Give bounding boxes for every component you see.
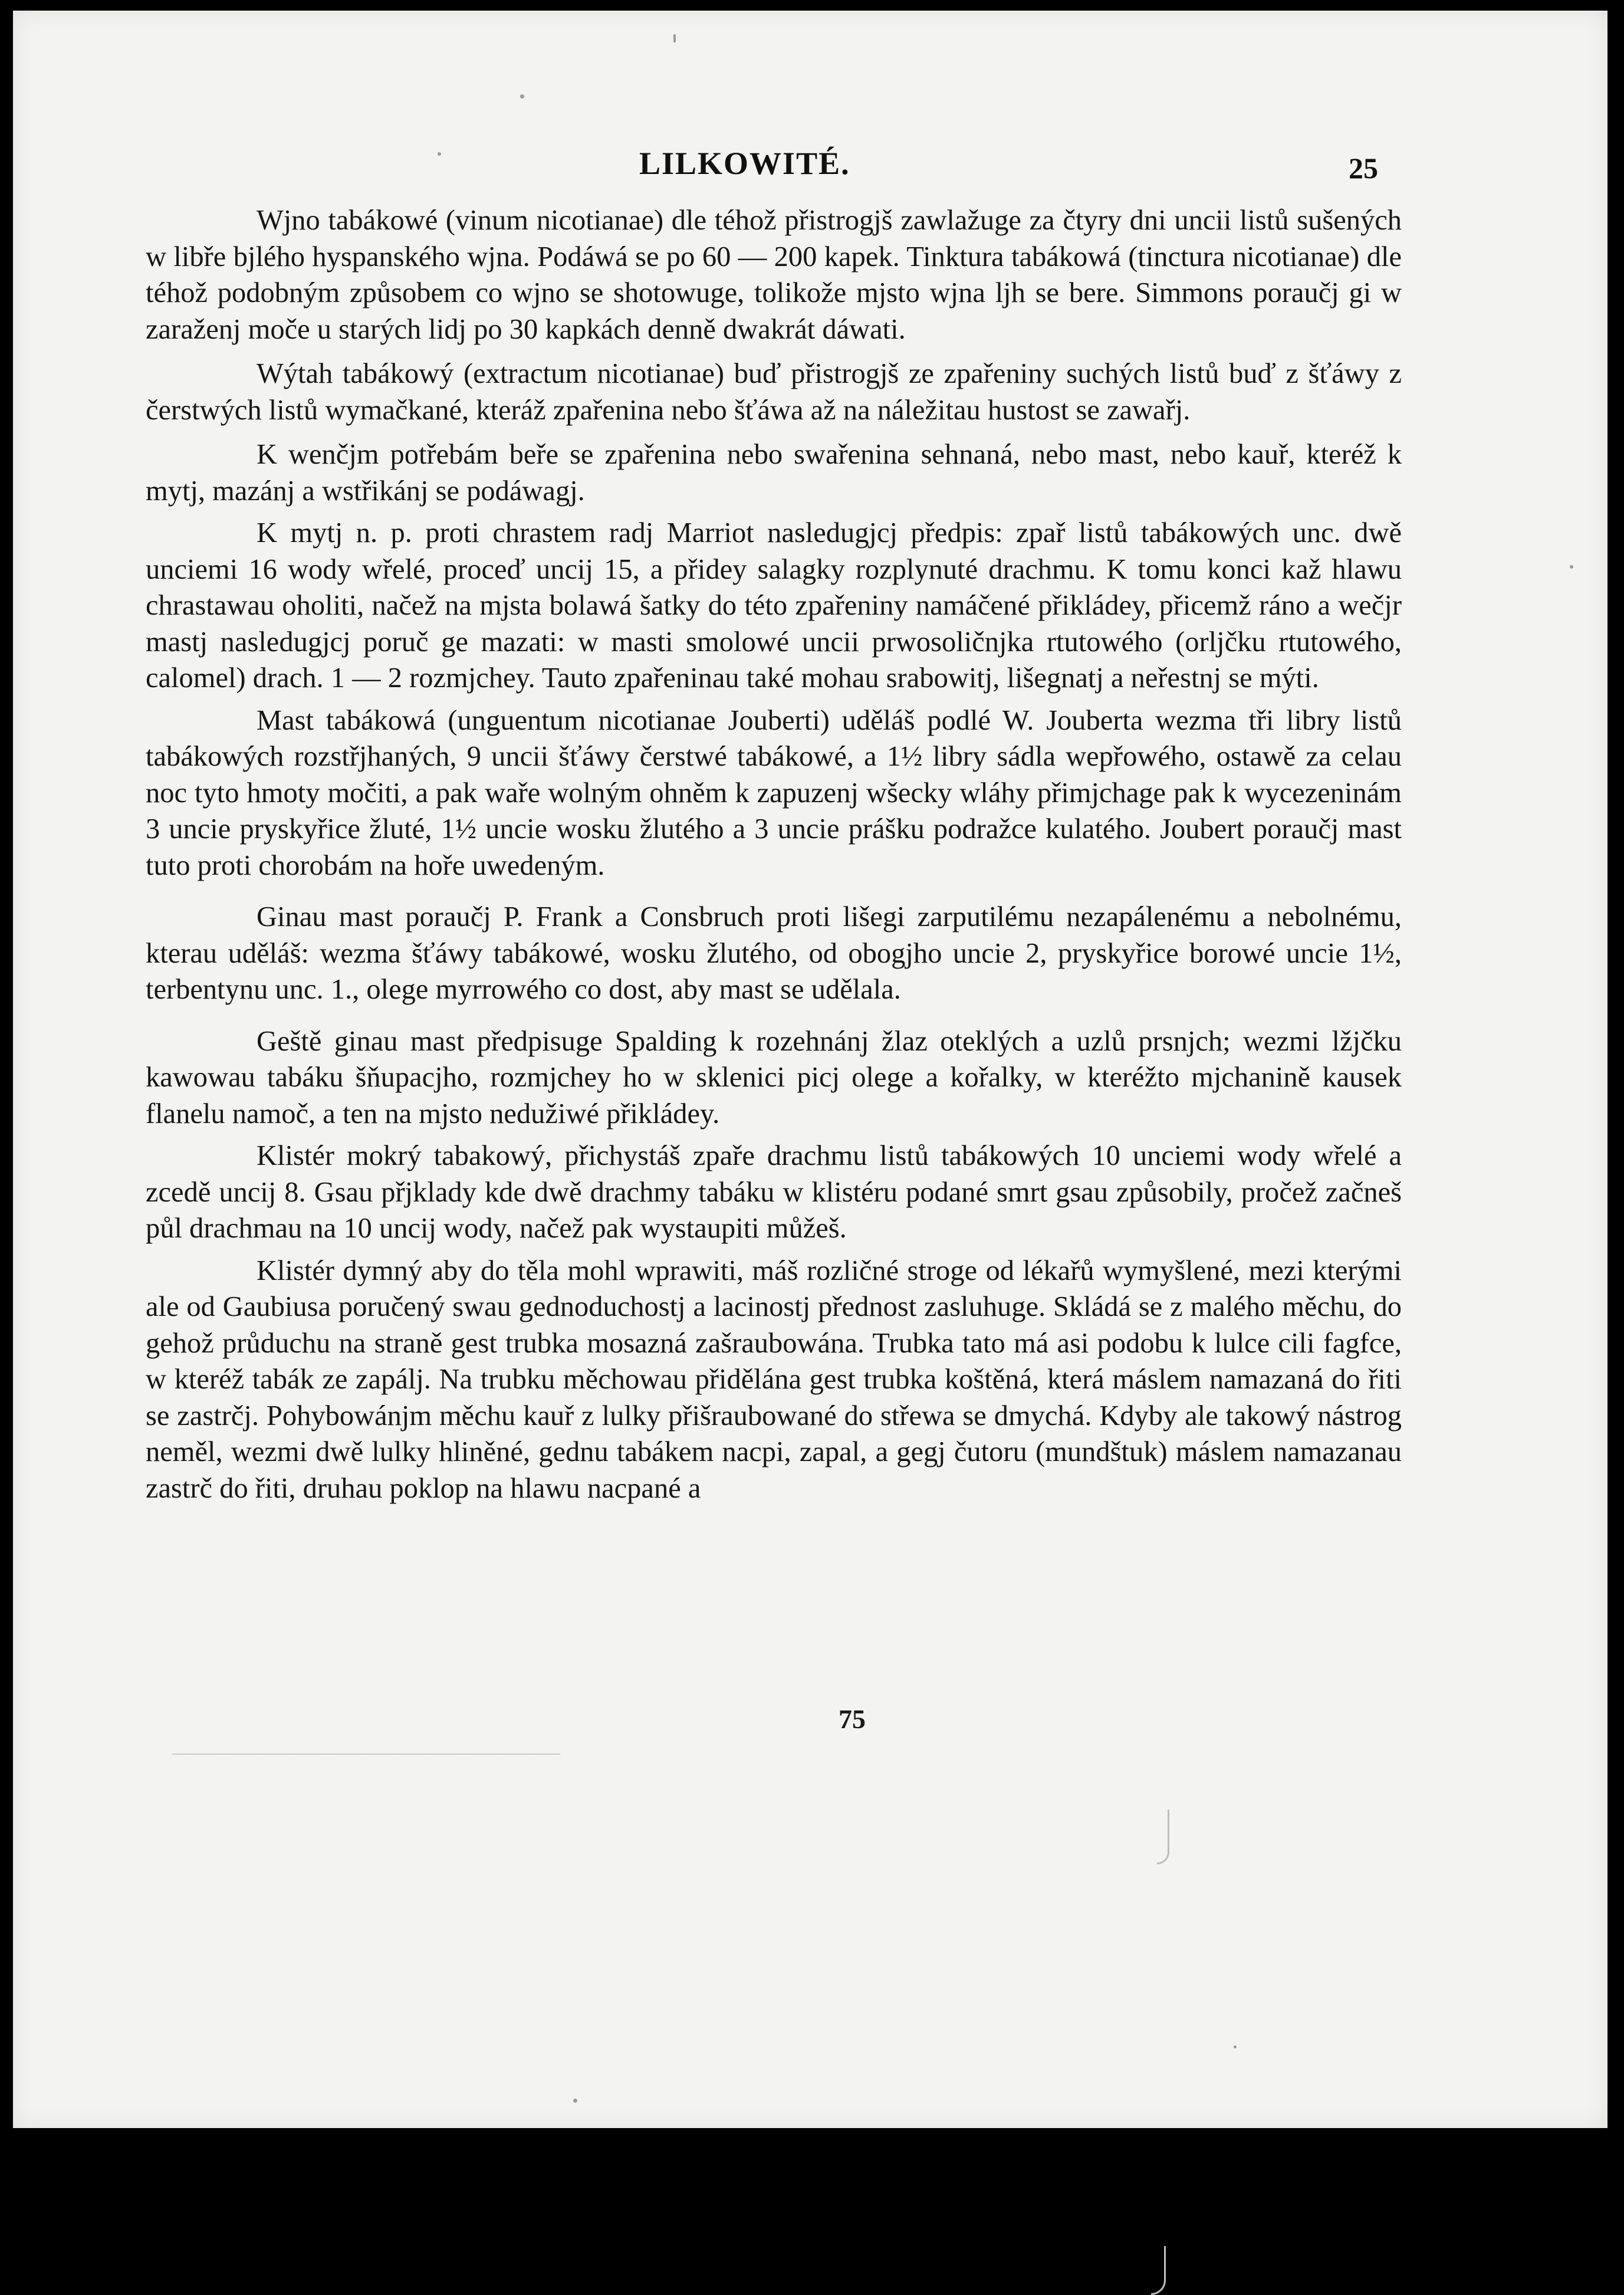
- paragraph-ointment-frank: Ginau mast poraučj P. Frank a Consbruch proti lišegi zarputilému nezapálenému a nebolnému, kterau uděláš: wezma šťáwy tabákowé, wosku žlutého, od obogjho uncie 2, pryskyřice borowé uncie 1½, terbentynu unc. 1., olege myrrowého co dost, aby mast se udělala.: [146, 901, 1402, 1005]
- paper-speck: [573, 2099, 577, 2103]
- paragraph-wine: Wjno tabákowé (vinum nicotianae) dle téhož přistrogjš zawlažuge za čtyry dni uncii listů sušených w libře bjlého hyspanského wjna. Podáwá se po 60 — 200 kapek. Tinktura tabákowá (tinctura nicotianae) dle téhož podobným způsobem co wjno se shotowuge, tolikože mjsto wjna ljh se bere. Simmons poraučj gi w zaraženj moče u starých lidj po 30 kapkách denně dwakrát dáwati.: [146, 205, 1402, 345]
- paper-speck: [673, 34, 676, 42]
- paragraph-uses: K wenčjm potřebám beře se zpařenina nebo swařenina sehnaná, nebo mast, nebo kauř, kteréž k mytj, mazánj a wstřikánj se podáwagj.: [146, 439, 1402, 507]
- signature-mark: 75: [839, 1704, 866, 1734]
- document-page: [13, 11, 1607, 2128]
- page-header: [13, 145, 1607, 192]
- paper-speck: [438, 152, 441, 156]
- bleed-through-text: ̶ ̶ ̶ ̶ ̶ ̶ ̶ ̶ ̶ ̶ ̶ ̶ ̶ ̶ ̶ ̶ ̶ ̶ ̶ ̶ ̶ ̶ ̶ ̶ ̶ ̶ ̶ ̶ ̶ ̶ ̶ ̶ ̶ ̶ ̶ ̶ ̶ ̶ ̶ ̶ ̶ ̶ ̶ ̶ ̶ ̶ ̶ ̶ ̶ ̶ ̶ ̶ ̶ ̶ ̶ ̶ ̶ ̶ ̶ ̶: [172, 1742, 556, 1766]
- paper-speck: [1234, 2046, 1237, 2048]
- paper-crease-mark: [1151, 2246, 1166, 2295]
- running-title: LILKOWITÉ.: [639, 146, 850, 181]
- page-number: 25: [1349, 152, 1378, 185]
- paragraph-washing: K mytj n. p. proti chrastem radj Marriot nasledugjcj předpis: zpař listů tabákowých unc. dwě unciemi 16 wody wřelé, proceď uncij 15, a přidey salagky rozplynuté drachmu. K tomu konci kaž hlawu chrastawau oholiti, načež na mjsta bolawá šatky do této zpařeniny namáčené přikládey, přicemž ráno a wečjr mastj nasledugjcj poruč ge mazati: w masti smolowé uncii prwosoličnjka rtutowého (orljčku rtutowého, calomel) drach. 1 — 2 rozmjchey. Tauto zpařeninau také mohau srabowitj, lišegnatj a neřestnj se mýti.: [146, 517, 1402, 694]
- paragraph-ointment-spalding: Geště ginau mast předpisuge Spalding k rozehnánj žlaz oteklých a uzlů prsnjch; wezmi lžjčku kawowau tabáku šňupacjho, rozmjchey ho w sklenici picj olege a kořalky, w kteréžto mjchanině kausek flanelu namoč, a ten na mjsto nedužiwé přikládey.: [146, 1025, 1402, 1130]
- paper-speck: [520, 94, 524, 99]
- paper-speck: [1570, 565, 1573, 569]
- paragraph-ointment-joubert: Mast tabákowá (unguentum nicotianae Jouberti) uděláš podlé W. Jouberta wezma tři libry listů tabákowých rozstřjhaných, 9 uncii šťáwy čerstwé tabákowé, a 1½ libry sádla wepřowého, ostawě za celau noc tyto hmoty močiti, a pak waře wolným ohněm k zapuzenj wšecky wláhy přimjchage pak k wycezeninám 3 uncie pryskyřice žluté, 1½ uncie wosku žlutého a 3 uncie prášku podražce kulatého. Joubert poraučj mast tuto proti chorobám na hoře uwedeným.: [146, 704, 1402, 881]
- paragraph-extract: Wýtah tabákowý (extractum nicotianae) buď přistrogjš ze zpařeniny suchých listů buď z šťáwy z čerstwých listů wymačkané, kteráž zpařenina nebo šťáwa až na náležitau hustost se zawařj.: [146, 358, 1402, 426]
- paragraph-smoke-enema: Klistér dymný aby do těla mohl wprawiti, máš rozličné stroge od lékařů wymyšlené, mezi kterými ale od Gaubiusa poručený swau gednoduchostj a lacinostj přednost zasluhuge. Skládá se z malého měchu, do gehož průduchu na straně gest trubka mosazná zašraubowána. Trubka tato má asi podobu k lulce cili fagfce, w kteréž tabák ze zapálj. Na trubku měchowau přidělána gest trubka koštěná, která máslem namazaná do řiti se zastrčj. Pohybowánjm měchu kauř z lulky přišraubowané do střewa se dmychá. Kdyby ale takowý nástrog neměl, wezmi dwě lulky hliněné, gednu tabákem nacpi, zapal, a gegj čutoru (mundštuk) máslem namazanau zastrč do řiti, druhau poklop na hlawu nacpané a: [146, 1255, 1402, 1504]
- body-text: [146, 202, 1402, 1512]
- paragraph-wet-enema: Klistér mokrý tabakowý, přichystáš zpaře drachmu listů tabákowých 10 unciemi wody wřelé a zcedě uncij 8. Gsau přjklady kde dwě drachmy tabáku w klistéru podané smrt gsau způsobily, pročež začneš půl drachmau na 10 uncij wody, načež pak wystaupiti můžeš.: [146, 1140, 1402, 1244]
- paper-crease-mark: [1157, 1810, 1169, 1864]
